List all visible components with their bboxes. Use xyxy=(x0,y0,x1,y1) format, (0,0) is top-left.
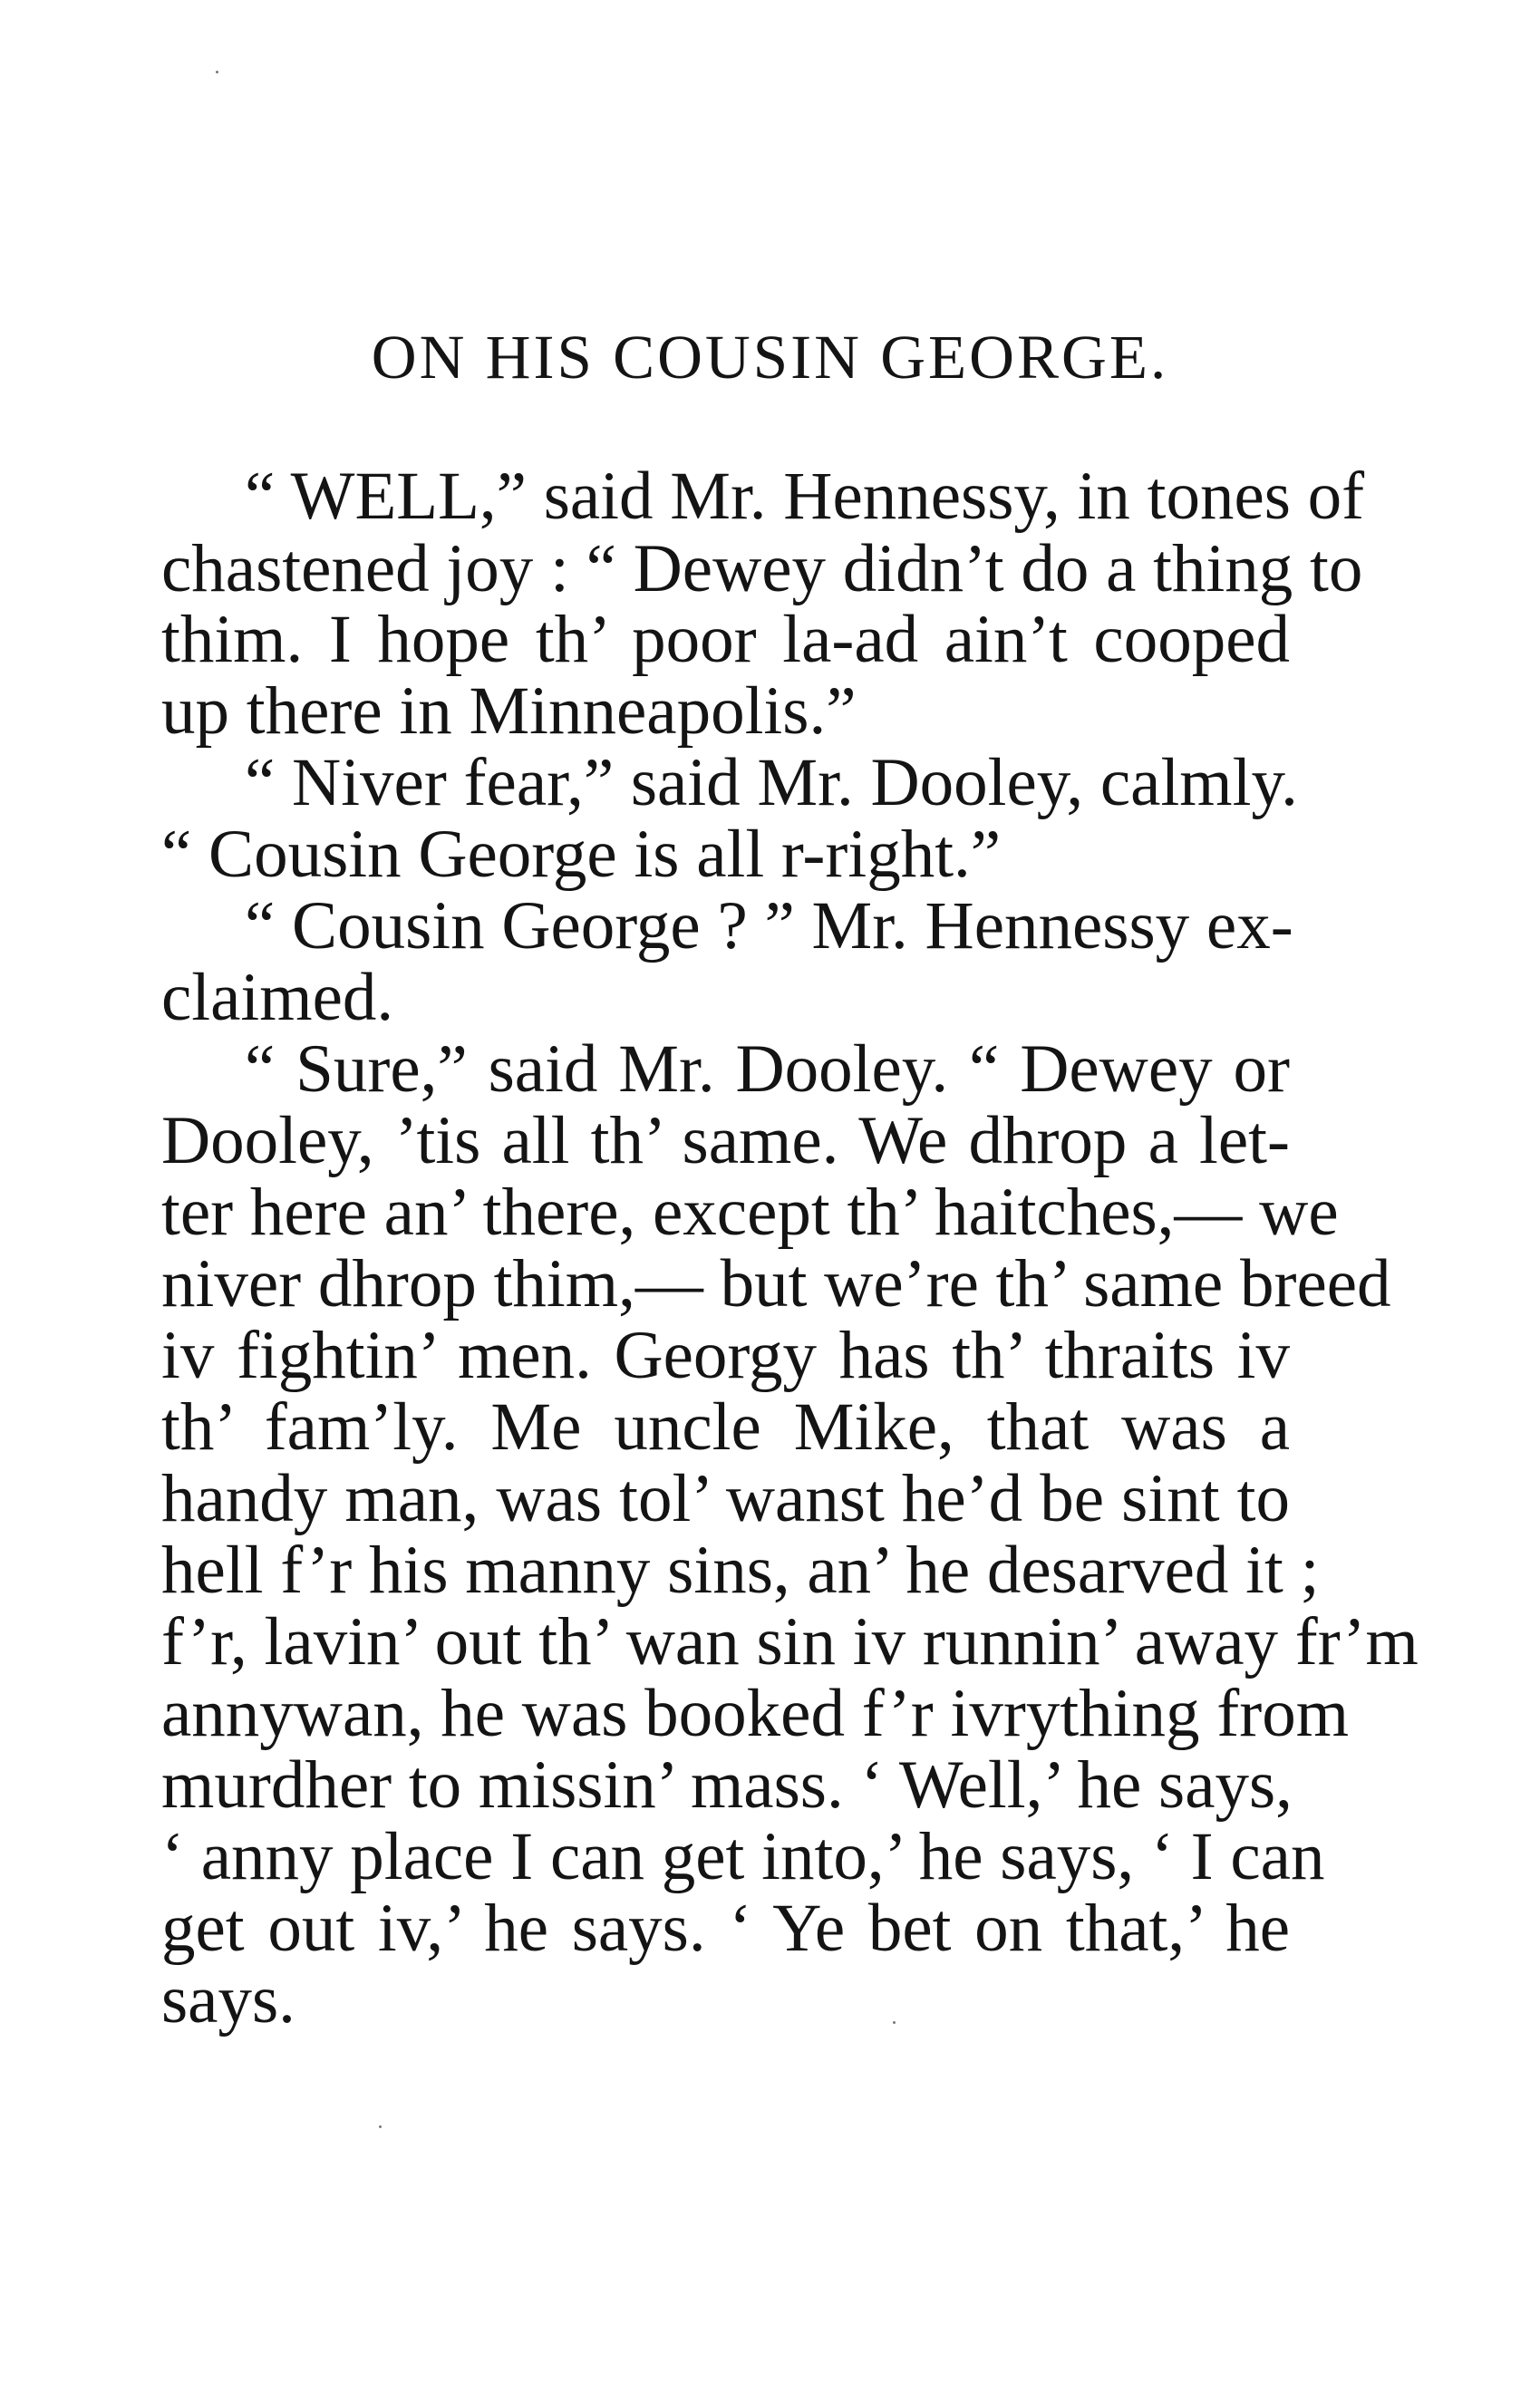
text-line: Dooley, ’tis all th’ same. We dhrop a let- xyxy=(161,1103,1290,1178)
text-line: f’r, lavin’ out th’ wan sin iv runnin’ away fr’m xyxy=(161,1604,1419,1679)
text-line: get out iv,’ he says. ‘ Ye bet on that,’ he xyxy=(161,1891,1290,1966)
text-line: chastened joy : “ Dewey didn’t do a thing to xyxy=(161,531,1363,606)
text-line: claimed. xyxy=(161,960,394,1035)
text-line: handy man, was tol’ wanst he’d be sint to xyxy=(161,1461,1290,1536)
text-line: “ Cousin George ? ” Mr. Hennessy ex- xyxy=(245,888,1293,963)
text-line: “ Sure,” said Mr. Dooley. “ Dewey or xyxy=(245,1031,1290,1107)
text-line: th’ fam’ly. Me uncle Mike, that was a xyxy=(161,1389,1290,1465)
text-line: murdher to missin’ mass. ‘ Well,’ he says, xyxy=(161,1747,1293,1823)
paper-speck xyxy=(379,2125,382,2128)
text-line: iv fightin’ men. Georgy has th’ thraits iv xyxy=(161,1318,1290,1393)
text-line: ‘ anny place I can get into,’ he says, ‘ I can xyxy=(161,1819,1325,1894)
text-line: annywan, he was booked f’r ivrything from xyxy=(161,1676,1350,1751)
text-line: says. xyxy=(161,1962,295,2037)
text-line: ter here an’ there, except th’ haitches,— we xyxy=(161,1175,1339,1250)
text-line: hell f’r his manny sins, an’ he desarved it ; xyxy=(161,1533,1320,1608)
paper-speck xyxy=(893,2021,896,2024)
text-line: up there in Minneapolis.” xyxy=(161,673,857,749)
text-line: “ Cousin George is all r-right.” xyxy=(161,817,1002,892)
text-line: “ Niver fear,” said Mr. Dooley, calmly. xyxy=(245,745,1298,820)
text-line: thim. I hope th’ poor la-ad ain’t cooped xyxy=(161,602,1290,677)
chapter-title: ON HIS COUSIN GEORGE. xyxy=(371,323,1169,392)
paper-speck xyxy=(216,71,218,73)
text-line: niver dhrop thim,— but we’re th’ same breed xyxy=(161,1246,1391,1321)
text-line: “ WELL,” said Mr. Hennessy, in tones of xyxy=(245,459,1365,534)
